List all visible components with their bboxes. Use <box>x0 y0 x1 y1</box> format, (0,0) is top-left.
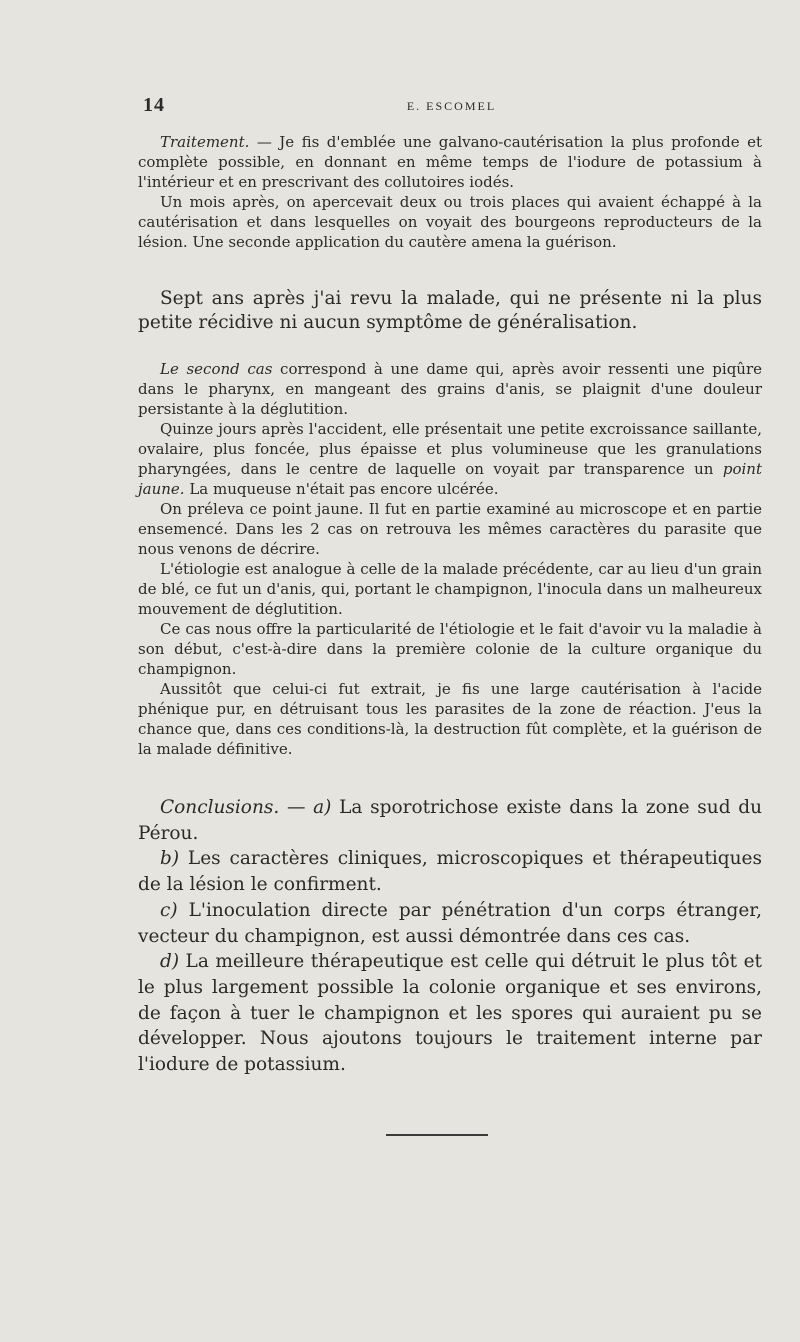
section-label: Conclusions. <box>160 797 280 818</box>
second-case-section <box>138 359 762 759</box>
paragraph-text: — Je fis d'emblée une galvano-cautérisation la plus profonde et complète possible, en donnant en même temps de l'iodure de potassium à l'intérieur et en prescrivant des collutoires iodés. <box>138 133 762 191</box>
list-marker: b) <box>160 848 180 870</box>
conclusion-b <box>138 846 762 897</box>
section-label: Traitement. <box>160 133 250 151</box>
page-header <box>143 94 760 124</box>
paragraph: L'étiologie est analogue à celle de la malade précédente, car au lieu d'un grain de blé, ce fut un d'anis, qui, portant le champignon, l'inocula dans un malheureux mouvement de déglutition. <box>138 560 762 618</box>
paragraph: Ce cas nous offre la particularité de l'étiologie et le fait d'avoir vu la maladie à son début, c'est-à-dire dans la première colonie de la culture organique du champignon. <box>138 620 762 678</box>
emphasis: point jaune. <box>138 460 762 498</box>
conclusion-a <box>138 795 762 846</box>
paragraph-text: correspond à une dame qui, après avoir ressenti une piqûre dans le pharynx, en mangeant des grains d'anis, se plaignit d'une douleur persistante à la déglutition. <box>138 360 762 418</box>
paragraph: Un mois après, on apercevait deux ou trois places qui avaient échappé à la cautérisation et dans lesquelles on voyait des bourgeons reproducteurs de la lésion. Une seconde application du cautère amena la guérison. <box>138 193 762 251</box>
paragraph: Aussitôt que celui-ci fut extrait, je fis une large cautérisation à l'acide phénique pur, en détruisant tous les parasites de la zone de réaction. J'eus la chance que, dans ces conditions-là, la destruction fût complète, et la guérison de la malade définitive. <box>138 680 762 758</box>
list-marker: d) <box>160 951 180 973</box>
end-rule <box>386 1134 488 1136</box>
paragraph <box>138 132 762 192</box>
running-head: E. ESCOMEL <box>406 99 497 113</box>
conclusion-c <box>138 898 762 949</box>
paragraph: On préleva ce point jaune. Il fut en partie examiné au microscope et en partie ensemencé. Dans les 2 cas on retrouva les mêmes caractères du parasite que nous venons de décrire. <box>138 500 762 558</box>
page-number: 14 <box>143 94 165 116</box>
paragraph <box>138 359 762 419</box>
paragraph-text: La sporotrichose existe dans la zone sud du Pérou. <box>138 797 762 844</box>
paragraph: Sept ans après j'ai revu la malade, qui ne présente ni la plus petite récidive ni aucun symptôme de généralisation. <box>138 288 762 333</box>
paragraph <box>138 419 762 499</box>
treatment-section <box>138 132 762 252</box>
paragraph-text: L'inoculation directe par pénétration d'un corps étranger, vecteur du champignon, est aussi démontrée dans ces cas. <box>138 899 762 947</box>
list-marker: c) <box>160 899 178 921</box>
paragraph-text: Les caractères cliniques, microscopiques et thérapeutiques de la lésion le confirment. <box>138 848 762 896</box>
section-label: Le second cas <box>160 360 273 378</box>
follow-up-section <box>138 287 762 335</box>
conclusions-section <box>138 795 762 1078</box>
dash: — <box>279 797 314 818</box>
paragraph-text: La muqueuse n'était pas encore ulcérée. <box>184 480 499 498</box>
paragraph-text: Quinze jours après l'accident, elle présentait une petite excroissance saillante, ovalaire, plus foncée, plus épaisse et plus volumineuse que les granulations pharyngées, dans le centre de laquelle on voyait par transparence un <box>138 420 762 478</box>
list-marker: a) <box>313 797 332 818</box>
paragraph-text: La meilleure thérapeutique est celle qui détruit le plus tôt et le plus largement possible la colonie organique et ses environs, de façon à tuer le champignon et les spores qui auraient pu se développer. Nous ajoutons toujours le traitement interne par l'iodure de potassium. <box>138 951 762 1076</box>
conclusion-d <box>138 949 762 1078</box>
